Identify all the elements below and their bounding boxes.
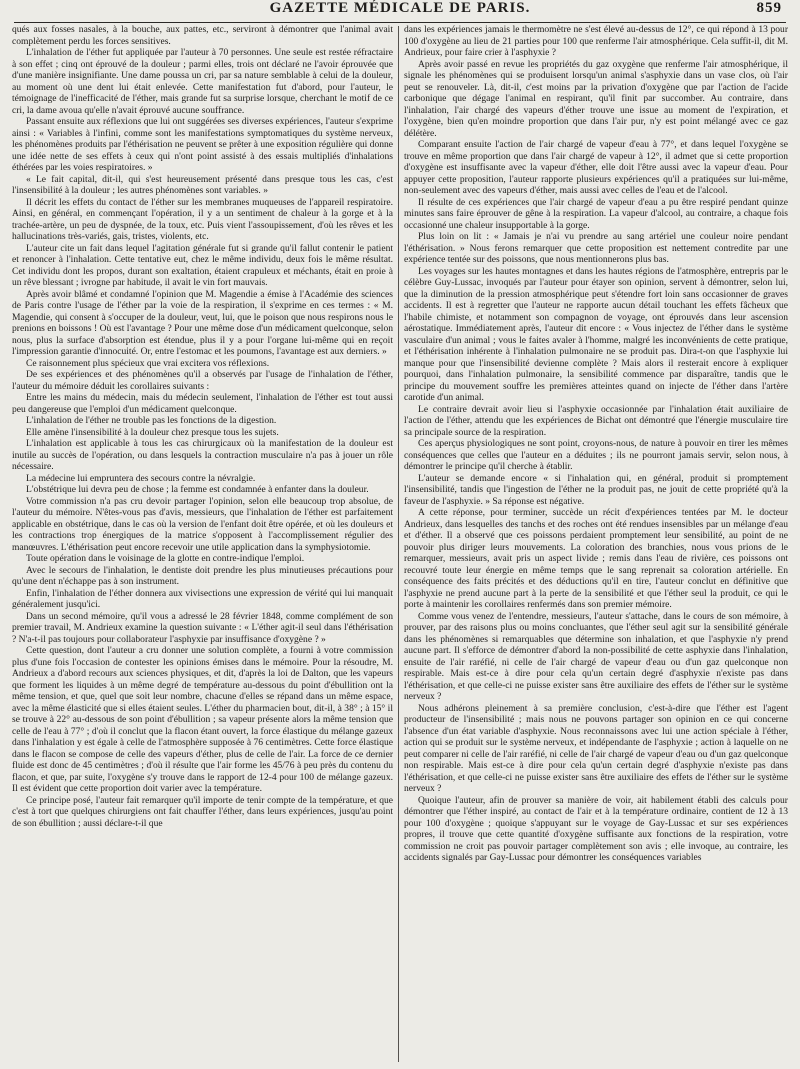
paragraph: Les voyages sur les hautes montagnes et dans les hautes régions de l'atmosphère, entrepris par le célèbre Guy-Lussac, invoqués par l'auteur pour étayer son opinion, servent à démontrer, selon lui, que la diminution de la pression atmosphérique peut s'étendre fort loin sans occasionner de graves accidents. Il est à regretter que l'auteur ne rapporte aucun détail touchant les effets fâcheux que l'habile chimiste, et notamment son compagnon de voyage, ont éprouvés dans leur ascension aérostatique. Immédiatement après, l'auteur dit encore : « Vous injectez de l'éther dans le système vasculaire d'un animal ; vous le faites avaler à l'homme, malgré les inconvénients de cette pratique, et l'éthérisation inhérente à l'inhalation pulmonaire ne se produit pas. Dira-t-on que l'asphyxie lui manque pour que l'insensibilité devienne complète ? Mais alors il resterait encore à expliquer pourquoi, dans l'inhalation pulmonaire, la sensibilité commence par disparaître, tandis que le principe du mouvement souffre les premières atteintes quand on injecte de l'éther dans l'artère carotide d'un animal. bbox=[404, 265, 788, 403]
paragraph: A cette réponse, pour terminer, succède un récit d'expériences tentées par M. le docteur Andrieux, dans lesquelles des tanchs et des roches ont été rendues insensibles par un mélange d'eau et d'éther. Il a observé que ces poissons perdaient promptement leur sensibilité, au point de ne pouvoir plus diriger leurs mouvements. La coloration des branchies, nous vous prions de le remarquer, messieurs, avait pris un aspect livide ; remis dans l'eau de rivière, ces poissons ont recouvré toute leur énergie en même temps que le sang reprenait sa coloration artérielle. En conséquence des faits précités et des déductions qu'il en tire, l'auteur conclut en définitive que l'asphyxie ne prend aucune part à la perte de la sensibilité et que l'éther seul la produit, ce qui le porte à maintenir les corollaires renfermés dans son premier mémoire. bbox=[404, 507, 788, 610]
gazette-title: GAZETTE MÉDICALE DE PARIS. bbox=[269, 0, 531, 16]
paragraph: « Le fait capital, dit-il, qui s'est heureusement présenté dans presque tous les cas, c'est l'insensibilité à la douleur ; les autres phénomènes sont variables. » bbox=[12, 173, 393, 196]
paragraph: Votre commission n'a pas cru devoir partager l'opinion, selon elle beaucoup trop absolue, de l'auteur du mémoire. N'êtes-vous pas d'avis, messieurs, que l'inhalation de l'éther est parfaitement applicable en obstétrique, dans le cas où la version de l'enfant doit être opérée, et où les douleurs et les contractions trop énergiques de la matrice s'opposent à l'accomplissement régulier des manœuvres. L'éthérisation peut encore recevoir une utile application dans la symphysiotomie. bbox=[12, 495, 393, 553]
left-column bbox=[12, 24, 393, 1064]
page-number: 859 bbox=[756, 0, 782, 16]
paragraph: Le contraire devrait avoir lieu si l'asphyxie occasionnée par l'inhalation était auxiliaire de l'action de l'éther, attendu que les expériences de Bichat ont démontré que l'énergie musculaire tire sa principale source de la respiration. bbox=[404, 403, 788, 438]
paragraph: L'auteur se demande encore « si l'inhalation qui, en général, produit si promptement l'insensibilité, tandis que l'ingestion de l'éther ne la produit pas, ne jouit de cette propriété qu'à la faveur de l'asphyxie. » Sa réponse est négative. bbox=[404, 472, 788, 507]
paragraph: Passant ensuite aux réflexions que lui ont suggérées ses diverses expériences, l'auteur s'exprime ainsi : « Variables à l'infini, comme sont les manifestations symptomatiques du système nerveux, les phénomènes produits par l'éthérisation ne peuvent se prêter à une exposition régulière qui donne une idée nette de ses effets à ceux qui n'ont point assisté à des essais multipliés d'inhalations éthérées par les voies respiratoires. » bbox=[12, 116, 393, 173]
paragraph: L'inhalation de l'éther ne trouble pas les fonctions de la digestion. bbox=[26, 415, 277, 426]
paragraph: L'inhalation est applicable à tous les cas chirurgicaux où la manifestation de la douleur est inutile au succès de l'opération, ou dans lesquels la contraction musculaire n'a pas à jouer un rôle nécessaire. bbox=[12, 438, 393, 472]
paragraph: L'obstétrique lui devra peu de chose ; la femme est condamnée à enfanter dans la douleur. bbox=[26, 484, 369, 495]
paragraph: Dans un second mémoire, qu'il vous a adressé le 28 février 1848, comme complément de son premier travail, M. Andrieux examine la question suivante : « L'éther agit-il seul dans l'éthérisation ? N'a-t-il pas toujours pour collaborateur l'asphyxie par insuffisance d'oxygène ? » bbox=[12, 610, 393, 645]
paragraph: Il décrit les effets du contact de l'éther sur les membranes muqueuses de l'appareil respiratoire. Ainsi, en général, en commençant l'opération, il y a un sentiment de chaleur à la gorge et à la trachée-artère, un peu de dyspnée, de la toux, etc. Puis vient l'assoupissement, d'où les rêves et les hallucinations très-variés, gais, tristes, violents, etc. bbox=[12, 196, 393, 242]
paragraph: La médecine lui empruntera des secours contre la névralgie. bbox=[26, 472, 256, 484]
paragraph: Après avoir blâmé et condamné l'opinion que M. Magendie a émise à l'Académie des sciences de Paris contre l'usage de l'éther par la voie de la respiration, il s'exprime en ces termes : « M. Magendie, qui consent à s'occuper de la douleur, veut, lui, que le poison que nous respirons nous le prenions en boissons ! Où est l'avantage ? Pour une même dose d'un médicament quelconque, selon nous, plus la surface d'absorption est étendue, plus il y a pour l'organe lui-même qui en reçoit l'impression garantie d'innocuité. Or, entre l'estomac et les poumons, l'avantage est aux derniers. » bbox=[12, 288, 393, 357]
paragraph: Comme vous venez de l'entendre, messieurs, l'auteur s'attache, dans le cours de son mémoire, à prouver, par des raisons plus ou moins concluantes, que l'éther seul agit sur la sensibilité générale dans les phénomènes si remarquables que détermine son inhalation, et que l'asphyxie n'y prend aucune part. Il s'efforce de démontrer d'abord la non-possibilité de cette asphyxie dans l'inhalation, ensuite de l'air raréfié, ni celle de l'air chargé de vapeur d'eau ou d'un gaz quelconque non respirable. Mais est-ce à dire pour cela qu'un certain degré d'asphyxie n'existe pas dans l'éthérisation, et que celle-ci ne puisse exister sans être auxiliaire des effets de l'éther sur le système nerveux ? bbox=[404, 610, 788, 702]
paragraph: dans les expériences jamais le thermomètre ne s'est élevé au-dessus de 12°, ce qui répond à 13 pour 100 d'oxygène au lieu de 21 parties pour 100 que renferme l'air atmosphérique. Cela suffit-il, dit M. Andrieux, pour faire crier à l'asphyxie ? bbox=[404, 24, 788, 58]
paragraph: Elle amène l'insensibilité à la douleur chez presque tous les sujets. bbox=[26, 426, 279, 438]
paragraph: Il résulte de ces expériences que l'air chargé de vapeur d'eau a pu être respiré pendant quinze minutes sans faire éprouver de gêne à la respiration. La vapeur d'alcool, au contraire, a chaque fois occasionné une chaleur insupportable à la gorge. bbox=[404, 196, 788, 231]
column-divider bbox=[398, 26, 399, 1062]
paragraph: Quoique l'auteur, afin de prouver sa manière de voir, ait habilement établi des calculs pour démontrer que l'éther inspiré, au contact de l'air et à la température ordinaire, contient de 12 à 13 pour 100 d'oxygène ; quoique s'appuyant sur le voyage de Gay-Lussac et sur ses expériences propres, il trouve que cette quantité d'oxygène suffisante aux fonctions de la respiration, votre commission ne croit pas pouvoir partager complètement son avis ; elle invoque, au contraire, les accidents signalés par Gay-Lussac pour démontrer les conséquences variables bbox=[404, 794, 788, 863]
paragraph: Avec le secours de l'inhalation, le dentiste doit prendre les plus minutieuses précautions pour qu'une dent n'échappe pas à son instrument. bbox=[12, 564, 393, 587]
paragraph: Cette question, dont l'auteur a cru donner une solution complète, a fourni à votre commission plus d'une fois l'occasion de contester les opinions émises dans le mémoire. Pour la résoudre, M. Andrieux a d'abord recours aux sciences physiques, et dit, d'après la loi de Dalton, que les vapeurs que forment les liquides à un même degré de température au-dessous du point d'ébullition ont la même tension, et que, quel que soit leur nombre, chacune d'elles se répand dans un même espace, avec la même élasticité que si elles étaient seules. L'éther du pharmacien bout, dit-il, à 38° ; à 15° il se trouve à 22° au-dessous de son point d'ébullition ; sa vapeur présente alors la même tension que celle de l'eau à 77° ; d'où il conclut que la flacon étant ouvert, la force élastique du mélange gazeux dans l'inhalation y est égale à celle de l'atmosphère supposée à 76 centimètres. Cette force élastique dans le flacon se compose de celle des vapeurs d'éther, plus de celle de l'air. La force de ce dernier fluide est donc de 45 centimètres ; d'où il résulte que l'air forme les 45/76 à peu près du contenu du flacon, et que, par suite, l'oxygène s'y trouve dans le rapport de 12-4 pour 100 de mélange gazeux. Il est évident que cette proportion doit varier avec la température. bbox=[12, 645, 393, 794]
paragraph: Ces aperçus physiologiques ne sont point, croyons-nous, de nature à pouvoir en tirer les mêmes conséquences que celles que l'auteur en a déduites ; ils ne pourront jamais servir, selon nous, à démontrer le principe qu'il cherche à établir. bbox=[404, 438, 788, 472]
paragraph: L'auteur cite un fait dans lequel l'agitation générale fut si grande qu'il fallut contenir le patient et renoncer à l'inhalation. Cette tentative eut, chez le même individu, deux fois le même résultat. Cet individu dont les propos, durant son exaltation, étaient crapuleux et méchants, était en proie à un rêve blessant ; ivrogne par habitude, il avait le vin fort mauvais. bbox=[12, 242, 393, 288]
paragraph: Ce principe posé, l'auteur fait remarquer qu'il importe de tenir compte de la température, et que c'est à tort que quelques chirurgiens ont fait chauffer l'éther, dans leurs expériences, jusqu'au point de son ébullition ; aussi déclare-t-il que bbox=[12, 794, 393, 829]
paragraph: Entre les mains du médecin, mais du médecin seulement, l'inhalation de l'éther est tout aussi peu dangereuse que l'emploi d'un médicament quelconque. bbox=[12, 392, 393, 415]
paragraph: Plus loin on lit : « Jamais je n'ai vu prendre au sang artériel une couleur noire pendant l'éthérisation. » Nous ferons remarquer que cette proposition est nettement contredite par une expérience tentée sur des poissons, que nous mentionnerons plus bas. bbox=[404, 231, 788, 265]
paragraph: Enfin, l'inhalation de l'éther donnera aux vivisections une expression de vérité qui lui manquait généralement jusqu'ici. bbox=[12, 587, 393, 610]
paragraph: Ce raisonnement plus spécieux que vrai excitera vos réflexions. bbox=[26, 357, 270, 369]
paragraph: De ses expériences et des phénomènes qu'il a observés par l'usage de l'inhalation de l'éther, l'auteur du mémoire déduit les corollaires suivants : bbox=[12, 369, 393, 392]
page-header bbox=[14, 0, 786, 23]
paragraph: Toute opération dans le voisinage de la glotte en contre-indique l'emploi. bbox=[26, 553, 305, 564]
right-column bbox=[404, 24, 788, 1064]
paragraph: L'inhalation de l'éther fut appliquée par l'auteur à 70 personnes. Une seule est restée réfractaire à son effet ; cinq ont éprouvé de la douleur ; parmi elles, trois ont déclaré ne l'avoir éprouvée que d'une manière insignifiante. Une dame poussa un cri, par sa nature semblable à celui de la douleur, au moment où une dent lui était enlevée. Cette manifestation fut d'abord, pour l'auteur, le témoignage de l'inefficacité de l'éther, mais grande fut sa surprise lorsque, cherchant le motif de ce cri, la dame avoua qu'elle n'avait éprouvé aucune souffrance. bbox=[12, 47, 393, 116]
paragraph: Nous adhérons pleinement à sa première conclusion, c'est-à-dire que l'éther est l'agent producteur de l'insensibilité ; mais nous ne pouvons partager son opinion en ce qui concerne l'absence d'un état variable d'asphyxie. Nous reconnaissons avec lui une action spéciale à l'éther, action qui se produit sur le système nerveux, et indépendante de l'asphyxie ; action à laquelle on ne peut comparer ni celle de l'air raréfié, ni celle de l'air chargé de vapeur d'eau ou d'un gaz quelconque non respirable. Mais est-ce à dire pour cela qu'un certain degré d'asphyxie n'existe pas dans l'éthérisation, et que celle-ci ne puisse exister sans être auxiliaire des effets de l'éther sur le système nerveux ? bbox=[404, 702, 788, 794]
paragraph: qués aux fosses nasales, à la bouche, aux pattes, etc., serviront à démontrer que l'animal avait complètement perdu les forces sensitives. bbox=[12, 24, 393, 47]
paragraph: Après avoir passé en revue les propriétés du gaz oxygène que renferme l'air atmosphérique, il signale les phénomènes qui se produisent lorsqu'un animal s'asphyxie dans un vase clos, où l'air peut se renouveler. Là, dit-il, c'est moins par la privation d'oxygène que par l'action de l'acide carbonique que dégage l'animal en respirant, qu'il finit par succomber. Au contraire, dans l'inhalation, l'air chargé des vapeurs d'éther trouve une issue au moment de l'expiration, et l'oxygène, bien qu'en moindre proportion que dans l'air pur, n'y est point mélangé avec ce gaz délétère. bbox=[404, 58, 788, 139]
paragraph: Comparant ensuite l'action de l'air chargé de vapeur d'eau à 77°, et dans lequel l'oxygène se trouve en même proportion que dans l'air chargé de vapeur à 12°, il admet que si cette proportion d'oxygène est insuffisante avec la vapeur d'éther, elle doit l'être aussi avec la vapeur d'eau. Pour appuyer cette proposition, l'auteur rapporte plusieurs expériences qu'il a pratiquées sur lui-même, non-seulement avec des vapeurs d'éther, mais aussi avec celles de l'eau et de l'alcool. bbox=[404, 139, 788, 196]
